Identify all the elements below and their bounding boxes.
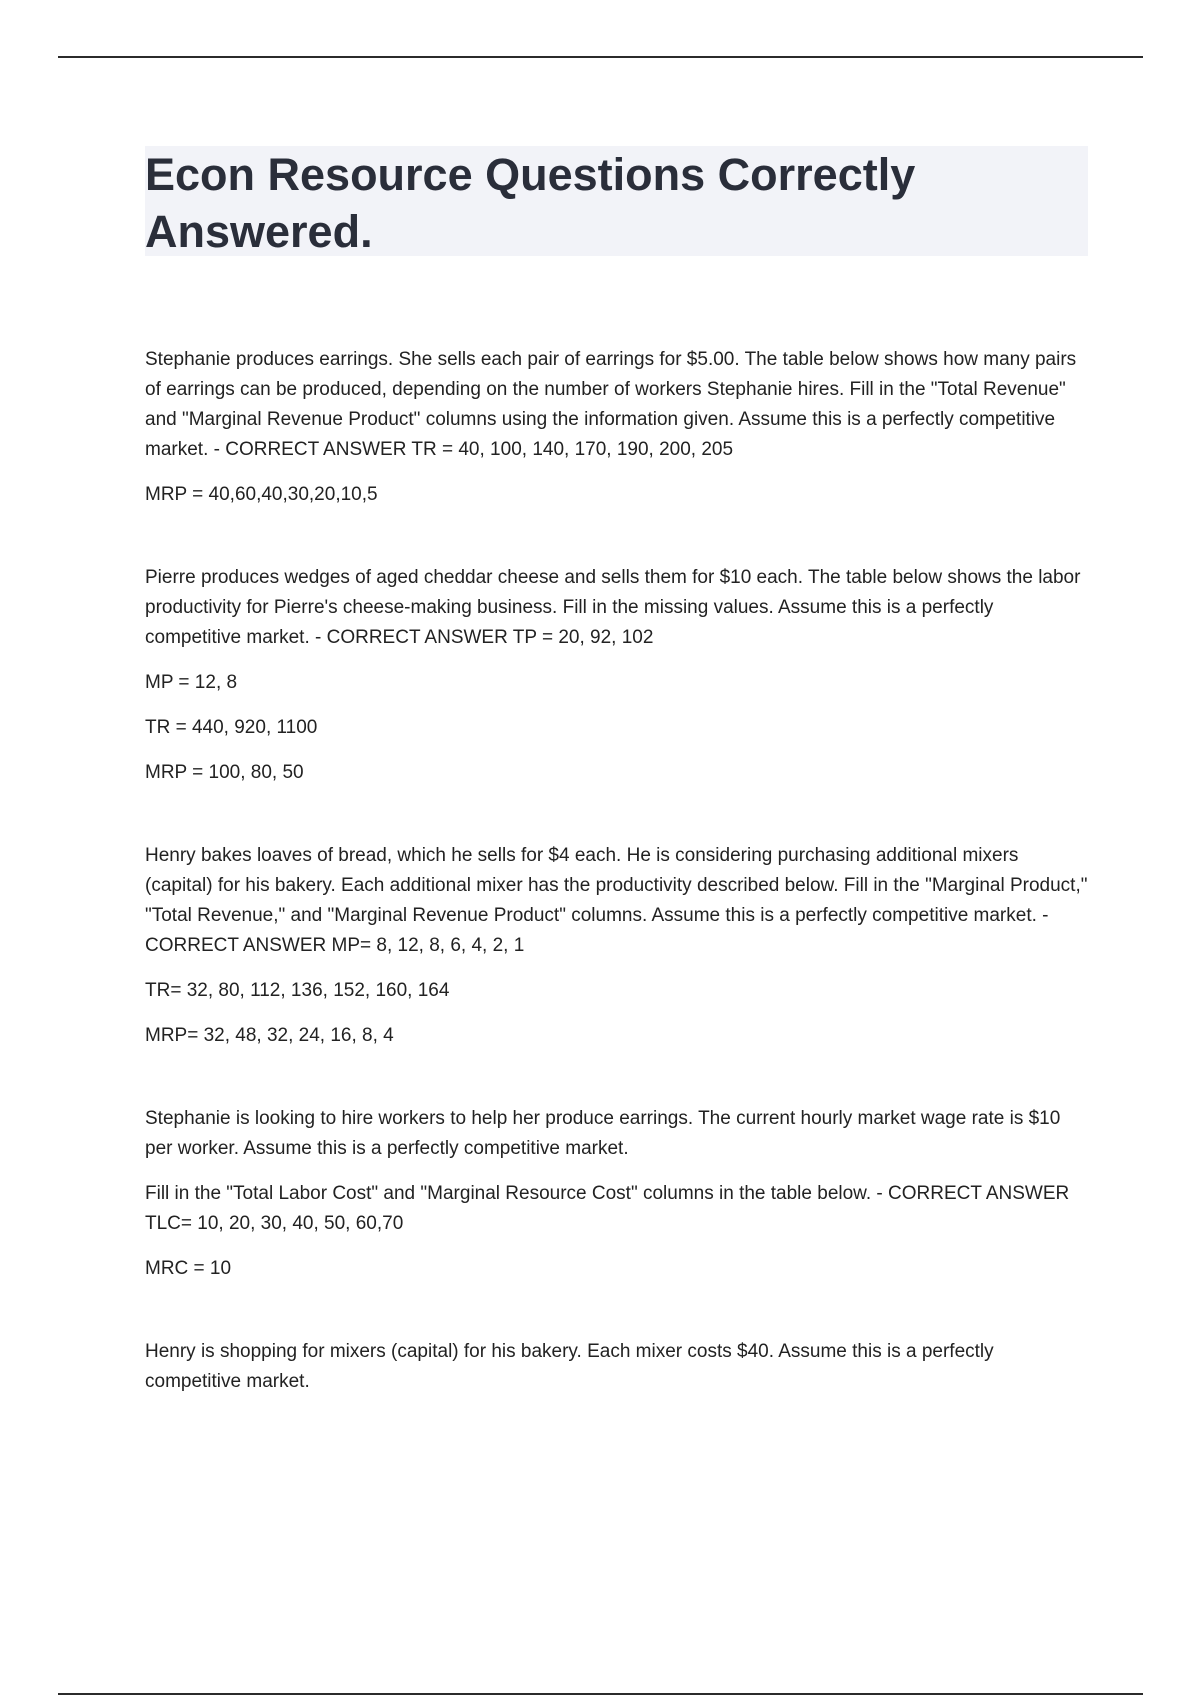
answer-2-mp: MP = 12, 8	[145, 672, 238, 693]
answer-3-tr: TR= 32, 80, 112, 136, 152, 160, 164	[145, 980, 450, 1001]
question-5-text: Henry is shopping for mixers (capital) for his bakery. Each mixer costs $40. Assume this is a perfectly competitive market.	[145, 1341, 994, 1392]
question-4-instruction: Fill in the "Total Labor Cost" and "Marginal Resource Cost" columns in the table below. - CORRECT ANSWER TLC= 10, 20, 30, 40, 50, 60,70	[145, 1183, 1070, 1234]
bottom-divider	[58, 1693, 1143, 1695]
answer-1-mrp: MRP = 40,60,40,30,20,10,5	[145, 484, 378, 505]
answer-2-mrp: MRP = 100, 80, 50	[145, 762, 304, 783]
qa-block-3	[145, 841, 1090, 1051]
document-title: Econ Resource Questions Correctly Answered.	[145, 149, 916, 257]
document-body	[145, 345, 1090, 1450]
qa-block-2	[145, 563, 1090, 788]
question-1-text: Stephanie produces earrings. She sells each pair of earrings for $5.00. The table below shows how many pairs of earrings can be produced, depending on the number of workers Stephanie hires. Fill in the "Total Revenue" and "Marginal Revenue Product" columns using the information given. Assume this is a perfectly competitive market. - CORRECT ANSWER TR = 40, 100, 140, 170, 190, 200, 205	[145, 349, 1077, 460]
top-divider	[58, 56, 1143, 58]
qa-block-5	[145, 1337, 1090, 1397]
title-banner	[145, 146, 1088, 256]
answer-4-mrc: MRC = 10	[145, 1258, 232, 1279]
qa-block-1	[145, 345, 1090, 510]
question-4-text: Stephanie is looking to hire workers to help her produce earrings. The current hourly market wage rate is $10 per worker. Assume this is a perfectly competitive market.	[145, 1108, 1061, 1159]
question-3-text: Henry bakes loaves of bread, which he sells for $4 each. He is considering purchasing additional mixers (capital) for his bakery. Each additional mixer has the productivity described below. Fill in the "Marginal Product," "Total Revenue," and "Marginal Revenue Product" columns. Assume this is a perfectly competitive market. - CORRECT ANSWER MP= 8, 12, 8, 6, 4, 2, 1	[145, 845, 1088, 956]
answer-2-tr: TR = 440, 920, 1100	[145, 717, 318, 738]
answer-3-mrp: MRP= 32, 48, 32, 24, 16, 8, 4	[145, 1025, 394, 1046]
question-2-text: Pierre produces wedges of aged cheddar cheese and sells them for $10 each. The table below shows the labor productivity for Pierre's cheese-making business. Fill in the missing values. Assume this is a perfectly competitive market. - CORRECT ANSWER TP = 20, 92, 102	[145, 567, 1081, 648]
qa-block-4	[145, 1104, 1090, 1284]
